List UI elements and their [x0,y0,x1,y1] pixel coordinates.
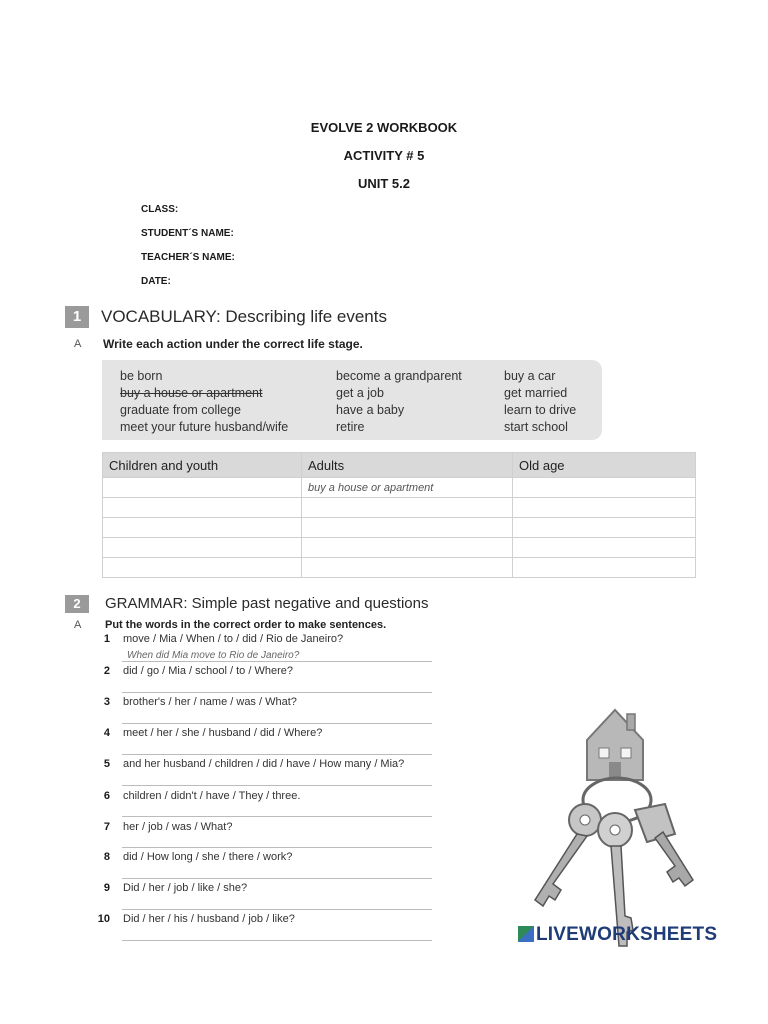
section-2-number: 2 [65,595,89,613]
life-stage-table [102,452,696,578]
answer-line[interactable] [122,816,432,817]
answer-line[interactable] [122,723,432,724]
table-row [103,558,696,578]
word-bank-item: learn to drive [504,403,577,417]
class-field-label: CLASS: [141,204,179,215]
table-cell[interactable] [513,558,696,578]
table-header-children: Children and youth [103,453,302,478]
table-cell[interactable]: buy a house or apartment [302,478,513,498]
table-cell[interactable] [302,558,513,578]
item-prompt: meet / her / she / husband / did / Where? [123,727,323,739]
answer-line[interactable] [122,692,432,693]
activity-label: ACTIVITY # 5 [343,148,425,163]
answer-line[interactable] [122,878,432,879]
answer-line[interactable] [122,785,432,786]
section-2-sub-letter: A [74,619,82,631]
table-cell[interactable] [513,498,696,518]
item-prompt: Did / her / job / like / she? [123,882,248,894]
item-number: 1 [103,633,110,645]
section-2-instruction: Put the words in the correct order to make sentences. [105,619,387,631]
word-bank-item: become a grandparent [336,369,462,383]
item-prompt: did / How long / she / there / work? [123,851,293,863]
word-bank-item: have a baby [336,403,405,417]
section-2-title: GRAMMAR: Simple past negative and questions [105,595,429,612]
item-number: 5 [103,758,110,770]
table-cell[interactable] [103,478,302,498]
student-name-field-label: STUDENT´S NAME: [141,228,234,239]
item-number: 8 [103,851,110,863]
date-field-label: DATE: [141,276,171,287]
word-bank-item: graduate from college [120,403,241,417]
table-cell[interactable] [302,498,513,518]
section-1-title: VOCABULARY: Describing life events [101,307,387,326]
logo-text: LIVEWORKSHEETS [536,924,718,945]
answer-line[interactable] [122,909,432,910]
item-number: 3 [103,696,110,708]
answer-line[interactable] [122,661,432,662]
item-number: 10 [97,913,110,925]
word-bank-item: buy a car [504,369,556,383]
table-cell[interactable] [513,478,696,498]
table-cell[interactable] [103,498,302,518]
worksheet-title: EVOLVE 2 WORKBOOK [310,120,458,135]
item-prompt: and her husband / children / did / have / How many / Mia? [123,758,405,770]
item-prompt: did / go / Mia / school / to / Where? [123,665,293,677]
item-prompt: brother's / her / name / was / What? [123,696,297,708]
word-bank-item-used: buy a house or apartment [120,386,263,400]
item-prompt: move / Mia / When / to / did / Rio de Janeiro? [123,633,344,645]
answer-line[interactable] [122,847,432,848]
house-keys-image [515,700,718,950]
word-bank-item: start school [504,420,568,434]
section-1-sub-letter: A [74,338,82,350]
table-row [103,518,696,538]
table-cell[interactable] [103,518,302,538]
word-bank-item: meet your future husband/wife [120,420,289,434]
word-bank-item: retire [336,420,365,434]
item-number: 2 [103,665,110,677]
table-cell[interactable] [513,518,696,538]
answer-line[interactable] [122,754,432,755]
table-cell[interactable] [302,518,513,538]
table-header-old-age: Old age [513,453,696,478]
section-1-instruction: Write each action under the correct life stage. [103,337,363,351]
table-row [103,538,696,558]
item-prompt: Did / her / his / husband / job / like? [123,913,295,925]
word-bank-item: be born [120,369,163,383]
table-row [103,498,696,518]
unit-label: UNIT 5.2 [357,176,410,191]
item-number: 9 [103,882,110,894]
table-header-adults: Adults [302,453,513,478]
liveworksheets-logo [518,924,717,946]
answer-line[interactable] [122,940,432,941]
example-answer: When did Mia move to Rio de Janeiro? [127,650,300,661]
item-prompt: her / job / was / What? [123,821,233,833]
word-bank-item: get married [504,386,568,400]
section-1-number: 1 [65,306,89,328]
table-cell[interactable] [103,538,302,558]
liveworksheets-logo-icon [518,926,534,942]
table-cell[interactable] [513,538,696,558]
item-number: 4 [103,727,110,739]
table-cell[interactable] [302,538,513,558]
word-bank-item: get a job [336,386,384,400]
item-number: 7 [103,821,110,833]
table-cell[interactable] [103,558,302,578]
item-number: 6 [103,790,110,802]
teacher-name-field-label: TEACHER´S NAME: [141,252,235,263]
item-prompt: children / didn't / have / They / three. [123,790,301,802]
table-row [103,478,696,498]
